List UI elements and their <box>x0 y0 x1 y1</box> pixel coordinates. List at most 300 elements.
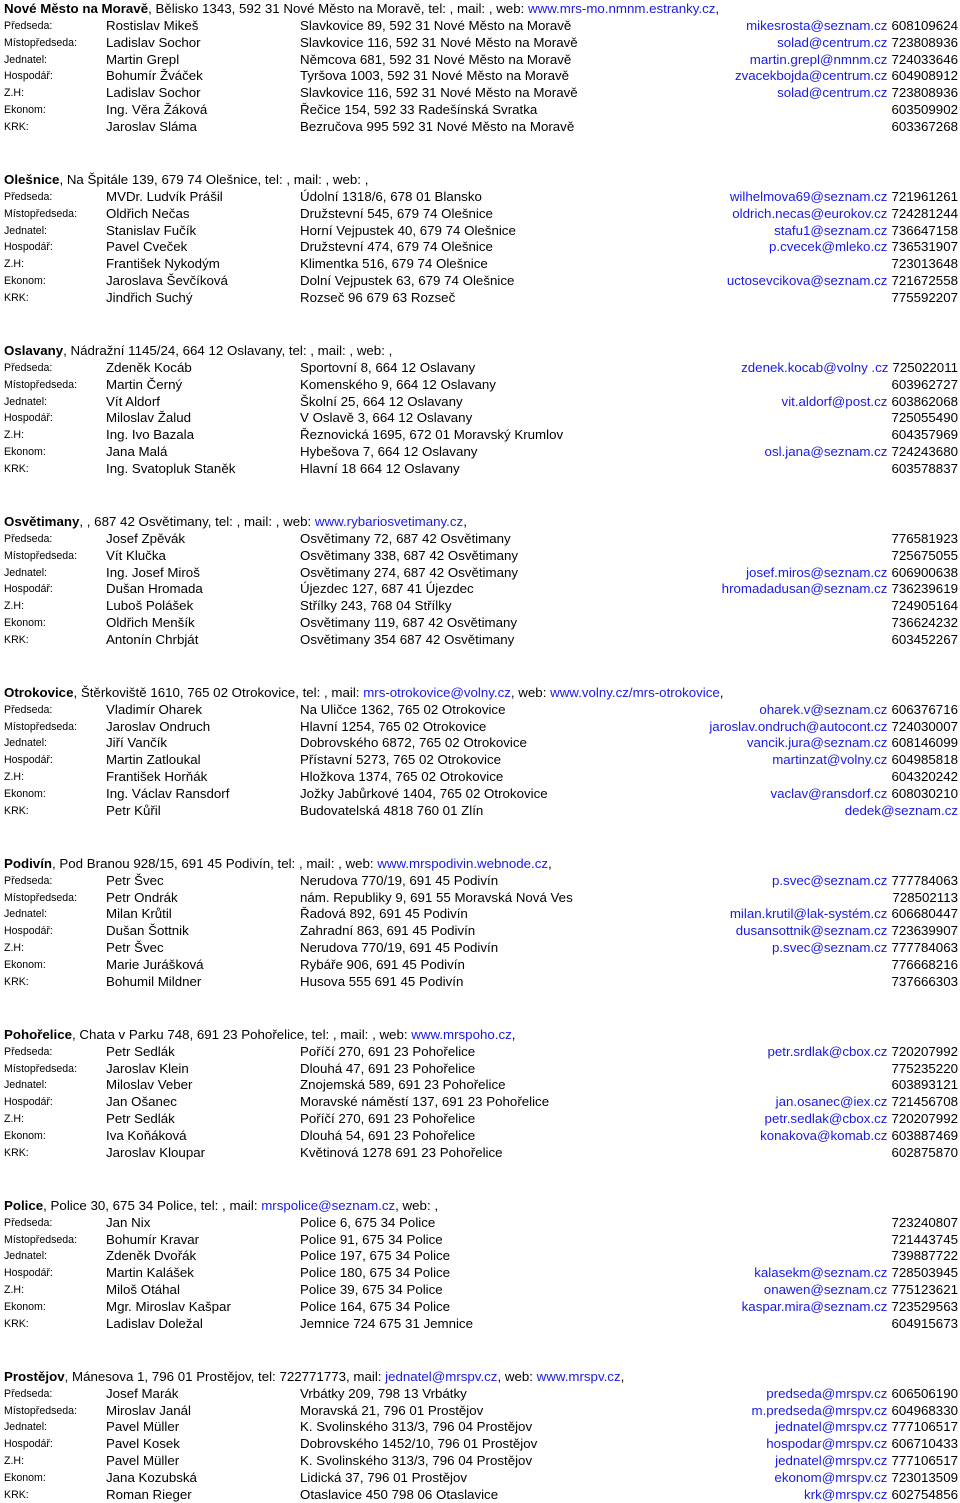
member-email-link[interactable]: vit.aldorf@post.cz <box>781 393 888 409</box>
member-role: Jednatel: <box>4 224 47 237</box>
member-role: Z.H: <box>4 429 25 442</box>
member-role: Hospodář: <box>4 1438 53 1451</box>
member-email-link[interactable]: p.svec@seznam.cz <box>771 872 888 888</box>
member-address: Řečice 154, 592 33 Radešínská Svratka <box>300 101 538 117</box>
member-address: Osvětimany 72, 687 42 Osvětimany <box>300 530 511 546</box>
member-email-link[interactable]: dusansottnik@seznam.cz <box>735 923 888 939</box>
member-row <box>4 394 958 411</box>
member-row <box>4 189 958 206</box>
member-name: Milan Krůtil <box>106 906 172 922</box>
organization-section <box>4 342 958 478</box>
member-row <box>4 410 958 427</box>
member-contact <box>754 1265 958 1282</box>
member-row <box>4 1061 958 1078</box>
member-address: Údolní 1318/6, 678 01 Blansko <box>300 188 482 204</box>
member-role: Ekonom: <box>4 1471 46 1484</box>
member-address: Zahradní 863, 691 45 Podivín <box>300 923 476 939</box>
organization-name: Otrokovice <box>4 684 74 700</box>
member-row <box>4 1487 958 1503</box>
member-address: Školní 25, 664 12 Oslavany <box>300 393 463 409</box>
member-role: Místopředseda: <box>4 1062 78 1075</box>
member-name: František Horňák <box>106 769 208 785</box>
member-row <box>4 35 958 52</box>
member-contact <box>722 581 958 598</box>
member-address: Řadová 892, 691 45 Podivín <box>300 906 468 922</box>
member-email-link[interactable]: hromadadusan@seznam.cz <box>721 581 888 597</box>
member-role: Předseda: <box>4 703 53 716</box>
member-contact <box>845 803 958 820</box>
member-row <box>4 1248 958 1265</box>
member-row <box>4 1453 958 1470</box>
member-name: František Nykodým <box>106 256 220 272</box>
member-address: Police 6, 675 34 Police <box>300 1214 436 1230</box>
organization-header <box>4 171 958 189</box>
member-phone: 720207992 <box>891 1111 958 1126</box>
organization-header <box>4 1197 958 1215</box>
member-name: Oldřich Menšík <box>106 614 195 630</box>
member-row <box>4 102 958 119</box>
member-phone: 736531907 <box>891 239 958 255</box>
member-role: Z.H: <box>4 258 25 271</box>
organization-section <box>4 1026 958 1162</box>
section-spacer <box>4 990 958 1025</box>
member-contact <box>804 1487 958 1503</box>
member-role: Ekonom: <box>4 787 46 800</box>
member-role: Ekonom: <box>4 1300 46 1313</box>
member-role: Z.H: <box>4 1113 25 1125</box>
member-name: Stanislav Fučík <box>106 222 197 238</box>
member-contact <box>887 1248 958 1265</box>
member-phone: 606506190 <box>891 1385 958 1401</box>
member-email-link[interactable]: petr.srdlak@cbox.cz <box>767 1043 888 1059</box>
member-row <box>4 1077 958 1094</box>
member-name: Pavel Müller <box>106 1452 180 1468</box>
member-name: Martin Černý <box>106 376 183 392</box>
header-text: , <box>463 513 467 529</box>
member-contact <box>766 1436 958 1453</box>
member-email-link[interactable]: zvacekbojda@centrum.cz <box>734 68 888 84</box>
member-role: KRK: <box>4 1146 29 1159</box>
member-phone: 721672558 <box>891 272 958 288</box>
section-spacer <box>4 1161 958 1196</box>
member-name: Petr Sedlák <box>106 1111 175 1126</box>
member-contact <box>887 290 958 307</box>
member-address: Jožky Jabůrkové 1404, 765 02 Otrokovice <box>300 785 548 801</box>
member-role: Z.H: <box>4 600 25 613</box>
member-phone: 603509902 <box>891 101 958 117</box>
member-name: Petr Švec <box>106 940 164 956</box>
organization-section <box>4 171 958 307</box>
member-phone: 728502113 <box>892 889 958 905</box>
member-email-link[interactable]: p.cvecek@mleko.cz <box>769 239 888 255</box>
member-role: KRK: <box>4 291 29 304</box>
member-role: Hospodář: <box>4 754 53 767</box>
member-contact <box>887 1232 958 1249</box>
member-contact <box>772 940 958 957</box>
member-contact <box>887 548 958 565</box>
member-phone: 728503945 <box>891 1265 958 1281</box>
member-name: Pavel Müller <box>106 1419 180 1435</box>
member-address: Sportovní 8, 664 12 Oslavany <box>300 359 476 375</box>
member-name: Bohumil Mildner <box>106 973 202 989</box>
header-link[interactable]: mrs-otrokovice@volny.cz <box>363 684 511 700</box>
member-address: Družstevní 545, 679 74 Olešnice <box>300 205 493 221</box>
member-name: Petr Kůřil <box>106 802 161 818</box>
organization-section <box>4 1197 958 1333</box>
header-text: , Nádražní 1145/24, 664 12 Oslavany, tel: , mail: , web: , <box>63 342 393 358</box>
member-role: Ekonom: <box>4 445 46 458</box>
member-phone: 776668216 <box>891 956 958 972</box>
header-text: , web: <box>510 684 551 700</box>
member-row <box>4 632 958 649</box>
member-contact <box>746 18 958 35</box>
member-email-link[interactable]: osl.jana@seznam.cz <box>764 443 888 459</box>
member-email-link[interactable]: kaspar.mira@seznam.cz <box>741 1298 888 1314</box>
member-phone: 603893121 <box>891 1077 958 1093</box>
member-contact <box>782 394 958 411</box>
member-contact <box>770 786 958 803</box>
member-row <box>4 1386 958 1403</box>
member-contact <box>887 632 958 649</box>
member-row <box>4 1419 958 1436</box>
member-address: nám. Republiky 9, 691 55 Moravská Nová Ves <box>300 889 573 905</box>
member-row <box>4 974 958 991</box>
member-role: Hospodář: <box>4 241 53 254</box>
member-phone: 723013648 <box>891 256 958 272</box>
member-row <box>4 735 958 752</box>
member-phone: 603452267 <box>891 631 958 647</box>
member-role: KRK: <box>4 1488 29 1501</box>
member-address: Na Uličce 1362, 765 02 Otrokovice <box>300 701 506 717</box>
header-text: , <box>548 855 552 871</box>
member-contact <box>888 890 958 907</box>
member-address: Police 180, 675 34 Police <box>300 1265 451 1281</box>
member-phone: 602875870 <box>891 1144 958 1160</box>
member-row <box>4 223 958 240</box>
member-phone: 603578837 <box>891 460 958 476</box>
member-email-link[interactable]: hospodar@mrspv.cz <box>766 1436 888 1452</box>
header-text: , Bělisko 1343, 592 31 Nové Město na Moravě, tel: , mail: , web: <box>148 1 528 16</box>
member-name: Vladimír Oharek <box>106 701 203 717</box>
member-email-link[interactable]: zdenek.kocab@volny .cz <box>741 359 889 375</box>
member-phone: 737666303 <box>891 973 958 989</box>
member-role: Předseda: <box>4 532 53 545</box>
header-link[interactable]: mrspolice@seznam.cz <box>261 1197 396 1213</box>
member-address: Klimentka 516, 679 74 Olešnice <box>300 256 488 272</box>
member-email-link[interactable]: konakova@komab.cz <box>760 1127 888 1143</box>
member-role: Jednatel: <box>4 53 47 66</box>
member-name: Ing. Václav Ransdorf <box>106 785 230 801</box>
member-email-link[interactable]: solad@centrum.cz <box>777 85 888 101</box>
member-address: Jemnice 724 675 31 Jemnice <box>300 1315 473 1331</box>
member-contact <box>752 1403 958 1420</box>
member-email-link[interactable]: uctosevcikova@seznam.cz <box>726 272 888 288</box>
header-text: , Police 30, 675 34 Police, tel: , mail: <box>43 1197 262 1213</box>
member-name: Luboš Polášek <box>106 598 194 614</box>
member-name: Jana Kozubská <box>106 1469 197 1485</box>
member-address: Husova 555 691 45 Podivín <box>300 973 464 989</box>
header-text: , , 687 42 Osvětimany, tel: , mail: , web: <box>79 513 315 529</box>
member-phone: 602754856 <box>891 1486 958 1502</box>
member-email-link[interactable]: ekonom@mrspv.cz <box>774 1469 888 1485</box>
member-contact <box>887 1145 958 1162</box>
member-contact <box>887 1316 958 1333</box>
member-name: Miloslav Žalud <box>106 410 191 426</box>
member-email-link[interactable]: vancik.jura@seznam.cz <box>746 735 888 751</box>
member-phone: 606710433 <box>891 1436 958 1452</box>
member-role: Místopředseda: <box>4 207 78 220</box>
header-text: , Chata v Parku 748, 691 23 Pohořelice, tel: , mail: , web: <box>71 1026 412 1042</box>
member-phone: 736239619 <box>891 581 958 597</box>
member-phone: 608109624 <box>891 18 958 33</box>
member-address: Řeznovická 1695, 672 01 Moravský Krumlov <box>300 427 564 443</box>
member-address: Osvětimany 274, 687 42 Osvětimany <box>300 564 519 580</box>
member-role: Jednatel: <box>4 908 47 921</box>
member-contact <box>768 1044 958 1061</box>
member-role: Předseda: <box>4 1216 53 1229</box>
member-phone: 775235220 <box>891 1060 958 1076</box>
member-address: Nerudova 770/19, 691 45 Podivín <box>300 872 499 888</box>
member-role: Místopředseda: <box>4 1233 78 1246</box>
organization-header <box>4 1026 958 1044</box>
member-email-link[interactable]: predseda@mrspv.cz <box>766 1385 888 1401</box>
member-contact <box>730 906 958 923</box>
member-address: K. Svolinského 313/3, 796 04 Prostějov <box>300 1419 533 1435</box>
member-email-link[interactable]: petr.sedlak@cbox.cz <box>764 1111 888 1126</box>
member-contact <box>887 461 958 478</box>
member-contact <box>777 35 958 52</box>
header-text: , web: , <box>395 1197 439 1213</box>
member-row <box>4 206 958 223</box>
member-row <box>4 290 958 307</box>
member-role: KRK: <box>4 633 29 646</box>
header-text: , <box>715 1 720 16</box>
member-address: Hlavní 18 664 12 Oslavany <box>300 460 460 476</box>
member-role: Ekonom: <box>4 103 46 116</box>
member-phone: 725022011 <box>892 359 958 375</box>
header-link[interactable]: www.mrs-mo.nmnm.estranky.cz <box>527 1 716 16</box>
organization-section <box>4 0 958 136</box>
header-text: , web: <box>497 1368 537 1384</box>
member-role: KRK: <box>4 462 29 475</box>
member-contact <box>887 615 958 632</box>
member-name: Martin Zatloukal <box>106 752 201 768</box>
member-name: Josef Marák <box>106 1385 179 1401</box>
member-role: Hospodář: <box>4 412 53 425</box>
member-phone: 724281244 <box>891 205 958 221</box>
member-address: Nerudova 770/19, 691 45 Podivín <box>300 940 499 956</box>
member-name: Oldřich Nečas <box>106 205 190 221</box>
member-name: Jiří Vančík <box>106 735 168 751</box>
member-email-link[interactable]: dedek@seznam.cz <box>844 802 958 818</box>
member-address: Budovatelská 4818 760 01 Zlín <box>300 802 484 818</box>
member-phone: 721456708 <box>891 1094 958 1110</box>
member-contact <box>760 1128 958 1145</box>
member-phone: 608146099 <box>891 735 958 751</box>
member-email-link[interactable]: stafu1@seznam.cz <box>774 222 888 238</box>
header-link[interactable]: www.mrspodivin.webnode.cz <box>377 855 548 871</box>
member-phone: 603962727 <box>891 376 958 392</box>
member-role: Předseda: <box>4 1387 53 1400</box>
organization-name: Olešnice <box>4 171 60 187</box>
member-phone: 603367268 <box>891 118 958 134</box>
member-row <box>4 873 958 890</box>
member-email-link[interactable]: m.predseda@mrspv.cz <box>751 1402 888 1418</box>
member-email-link[interactable]: jednatel@mrspv.cz <box>775 1419 888 1435</box>
member-phone: 723639907 <box>891 923 958 939</box>
member-row <box>4 52 958 69</box>
member-name: Jaroslav Sláma <box>106 118 197 134</box>
member-row <box>4 119 958 136</box>
member-address: Otaslavice 450 798 06 Otaslavice <box>300 1486 499 1502</box>
member-address: Hybešova 7, 664 12 Oslavany <box>300 443 478 459</box>
member-phone: 723529563 <box>891 1298 958 1314</box>
header-link[interactable]: www.mrspv.cz <box>536 1368 621 1384</box>
member-contact <box>887 974 958 991</box>
header-link[interactable]: www.volny.cz/mrs-otrokovice <box>550 684 720 700</box>
member-role: Jednatel: <box>4 395 47 408</box>
member-row <box>4 377 958 394</box>
header-text: , Pod Branou 928/15, 691 45 Podivín, tel: , mail: , web: <box>52 855 378 871</box>
member-contact <box>742 1299 958 1316</box>
section-spacer <box>4 307 958 342</box>
member-email-link[interactable]: oldrich.necas@eurokov.cz <box>732 205 888 221</box>
member-role: Z.H: <box>4 771 25 784</box>
member-row <box>4 1094 958 1111</box>
member-contact <box>887 531 958 548</box>
member-row <box>4 1044 958 1061</box>
member-contact <box>775 1453 958 1470</box>
header-link[interactable]: jednatel@mrspv.cz <box>385 1368 498 1384</box>
member-address: Osvětimany 338, 687 42 Osvětimany <box>300 547 519 563</box>
member-phone: 604968330 <box>891 1402 958 1418</box>
member-name: Miloslav Veber <box>106 1077 193 1093</box>
member-email-link[interactable]: mikesrosta@seznam.cz <box>746 18 888 33</box>
member-address: Němcova 681, 592 31 Nové Město na Moravě <box>300 51 572 67</box>
member-email-link[interactable]: p.svec@seznam.cz <box>771 940 888 956</box>
member-email-link[interactable]: jan.osanec@iex.cz <box>775 1094 888 1110</box>
member-contact <box>750 52 958 69</box>
member-name: Ing. Ivo Bazala <box>106 427 194 443</box>
member-row <box>4 18 958 35</box>
member-contact <box>772 752 958 769</box>
member-email-link[interactable]: oharek.v@seznam.cz <box>759 701 888 717</box>
member-row <box>4 85 958 102</box>
member-name: Antonín Chrbját <box>106 631 199 647</box>
member-phone: 723013509 <box>891 1469 958 1485</box>
member-role: Jednatel: <box>4 1421 47 1434</box>
member-name: Pavel Kosek <box>106 1436 180 1452</box>
member-address: Lidická 37, 796 01 Prostějov <box>300 1469 468 1485</box>
member-phone: 736647158 <box>891 222 958 238</box>
member-name: Mgr. Miroslav Kašpar <box>106 1298 231 1314</box>
member-phone: 603862068 <box>891 393 958 409</box>
member-email-link[interactable]: josef.miros@seznam.cz <box>746 564 888 580</box>
member-email-link[interactable]: vaclav@ransdorf.cz <box>770 785 888 801</box>
member-phone: 604915673 <box>891 1315 958 1331</box>
member-contact <box>774 1470 958 1487</box>
member-contact <box>775 1419 958 1436</box>
member-name: Vít Aldorf <box>106 393 160 409</box>
member-name: Jana Malá <box>106 443 168 459</box>
member-name: Jaroslava Ševčíková <box>106 272 228 288</box>
member-role: KRK: <box>4 804 29 817</box>
header-text: , <box>620 1368 625 1384</box>
member-email-link[interactable]: onawen@seznam.cz <box>763 1281 888 1297</box>
member-row <box>4 1145 958 1162</box>
member-email-link[interactable]: milan.krutil@lak-systém.cz <box>729 906 888 922</box>
organization-header <box>4 855 958 873</box>
member-name: Martin Grepl <box>106 51 180 67</box>
organization-section <box>4 513 958 649</box>
member-phone: 724030007 <box>891 718 958 734</box>
member-name: Zdeněk Kocáb <box>106 359 192 375</box>
member-contact <box>730 189 958 206</box>
member-row <box>4 923 958 940</box>
member-contact <box>887 769 958 786</box>
member-phone: 724033646 <box>891 51 958 67</box>
member-name: Ladislav Doležal <box>106 1315 203 1331</box>
member-row <box>4 906 958 923</box>
section-spacer <box>4 478 958 513</box>
member-phone: 775123621 <box>891 1281 958 1297</box>
member-email-link[interactable]: jaroslav.ondruch@autocont.cz <box>709 718 888 734</box>
member-role: Ekonom: <box>4 1129 46 1142</box>
member-row <box>4 719 958 736</box>
member-address: Dlouhá 54, 691 23 Pohořelice <box>300 1127 476 1143</box>
member-name: Bohumír Žváček <box>106 68 203 84</box>
member-email-link[interactable]: jednatel@mrspv.cz <box>775 1452 888 1468</box>
member-row <box>4 1282 958 1299</box>
organization-name: Osvětimany <box>4 513 80 529</box>
member-contact <box>709 719 958 736</box>
member-address: Hložkova 1374, 765 02 Otrokovice <box>300 769 504 785</box>
member-row <box>4 1316 958 1333</box>
member-phone: 724243680 <box>891 443 958 459</box>
member-contact <box>887 1061 958 1078</box>
header-text: , <box>719 684 724 700</box>
member-role: Ekonom: <box>4 958 46 971</box>
member-contact <box>769 239 958 256</box>
section-spacer <box>4 136 958 171</box>
member-name: Marie Jurášková <box>106 956 204 972</box>
member-row <box>4 615 958 632</box>
member-email-link[interactable]: krk@mrspv.cz <box>804 1486 888 1502</box>
member-email-link[interactable]: martin.grepl@nmnm.cz <box>749 51 888 67</box>
member-email-link[interactable]: wilhelmova69@seznam.cz <box>729 188 888 204</box>
member-email-link[interactable]: solad@centrum.cz <box>777 34 888 50</box>
member-phone: 604985818 <box>891 752 958 768</box>
member-row <box>4 940 958 957</box>
member-email-link[interactable]: kalasekm@seznam.cz <box>754 1265 888 1281</box>
member-phone: 777784063 <box>891 940 958 956</box>
member-role: Hospodář: <box>4 1096 53 1109</box>
member-phone: 739887722 <box>891 1248 958 1264</box>
header-link[interactable]: www.rybariosvetimany.cz <box>314 513 464 529</box>
member-address: Květinová 1278 691 23 Pohořelice <box>300 1144 503 1160</box>
member-email-link[interactable]: martinzat@volny.cz <box>772 752 888 768</box>
member-role: KRK: <box>4 1317 29 1330</box>
member-contact <box>887 598 958 615</box>
header-link[interactable]: www.mrspoho.cz <box>411 1026 512 1042</box>
header-text: , Mánesova 1, 796 01 Prostějov, tel: 722771773, mail: <box>64 1368 386 1384</box>
member-address: Police 164, 675 34 Police <box>300 1298 451 1314</box>
member-address: Komenského 9, 664 12 Oslavany <box>300 376 496 392</box>
member-phone: 725675055 <box>891 547 958 563</box>
member-phone: 604908912 <box>891 68 958 84</box>
member-contact <box>774 223 958 240</box>
member-row <box>4 890 958 907</box>
